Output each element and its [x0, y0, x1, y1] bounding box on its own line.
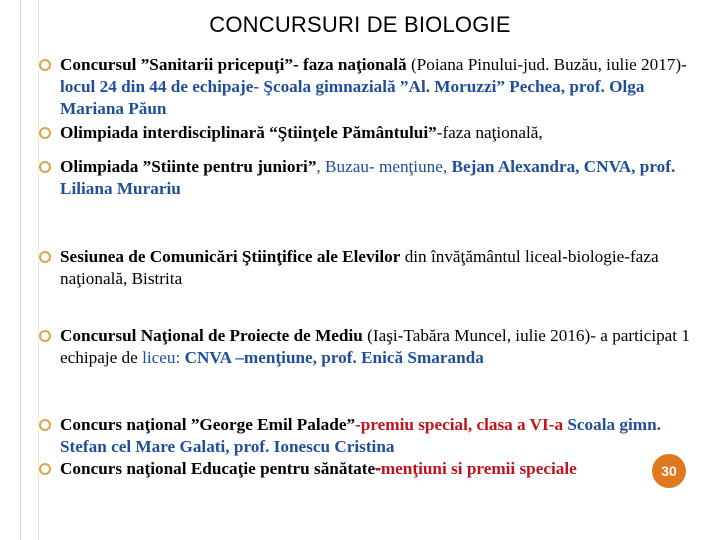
competition-details: -faza naţională, [436, 123, 543, 142]
competition-name: Sesiunea de Comunicări Ştiinţifice ale Elevilor [60, 247, 401, 266]
separator-dash: - [375, 459, 381, 478]
competition-name: Concurs naţional Educaţie pentru sănătate [60, 459, 376, 478]
competition-details: din învăţământul liceal-biologie-faza naţională, Bistrita [60, 247, 659, 288]
competition-name: Olimpiada interdisciplinară “Ştiinţele Pământului” [60, 123, 437, 142]
competition-name: Olimpiada ”Stiinte pentru juniori” [60, 157, 317, 176]
bullet-icon [38, 418, 52, 432]
slide-title: CONCURSURI DE BIOLOGIE [209, 12, 511, 37]
competition-details: , Buzau- menţiune, [316, 157, 448, 176]
competition-name: Concurs naţional ”George Emil Palade” [60, 415, 356, 434]
list-item [60, 54, 700, 120]
result-text: menţiuni si premii speciale [380, 459, 577, 478]
school-text: Scoala gimn. Stefan cel Mare Galati, prof. Ionescu Cristina [60, 415, 661, 456]
bullet-icon [38, 462, 52, 476]
competition-level: liceu: [142, 348, 181, 367]
slide-border-line-inner [38, 0, 39, 540]
result-text: locul 24 din 44 de echipaje- Şcoala gimnazială ”Al. Moruzzi” Pechea, prof. Olga Mariana Păun [60, 77, 645, 118]
competition-details: (Poiana Pinului-jud. Buzău, iulie 2017)- [406, 55, 687, 74]
bullet-icon [38, 126, 52, 140]
bullet-icon [38, 250, 52, 264]
competition-name: Concursul ”Sanitarii pricepuţi”- faza naţională [60, 55, 407, 74]
list-item [60, 122, 700, 144]
list-item [60, 325, 700, 369]
bullet-icon [38, 160, 52, 174]
bullet-icon [38, 58, 52, 72]
competition-name: Concursul Naţional de Proiecte de Mediu [60, 326, 363, 345]
slide-border-line [20, 0, 21, 540]
page-number-badge: 30 [652, 454, 686, 488]
competition-details: (Iaşi-Tabăra Muncel, iulie 2016)- a participat 1 echipaje de [60, 326, 690, 367]
bullet-icon [38, 329, 52, 343]
result-text: -premiu special, clasa a VI-a [355, 415, 564, 434]
result-text: CNVA –menţiune, prof. Enică Smaranda [180, 348, 484, 367]
result-text: Bejan Alexandra, CNVA, prof. Liliana Murariu [60, 157, 676, 198]
list-item [60, 246, 700, 290]
list-item [60, 414, 700, 458]
list-item [60, 458, 700, 480]
list-item [60, 156, 700, 200]
